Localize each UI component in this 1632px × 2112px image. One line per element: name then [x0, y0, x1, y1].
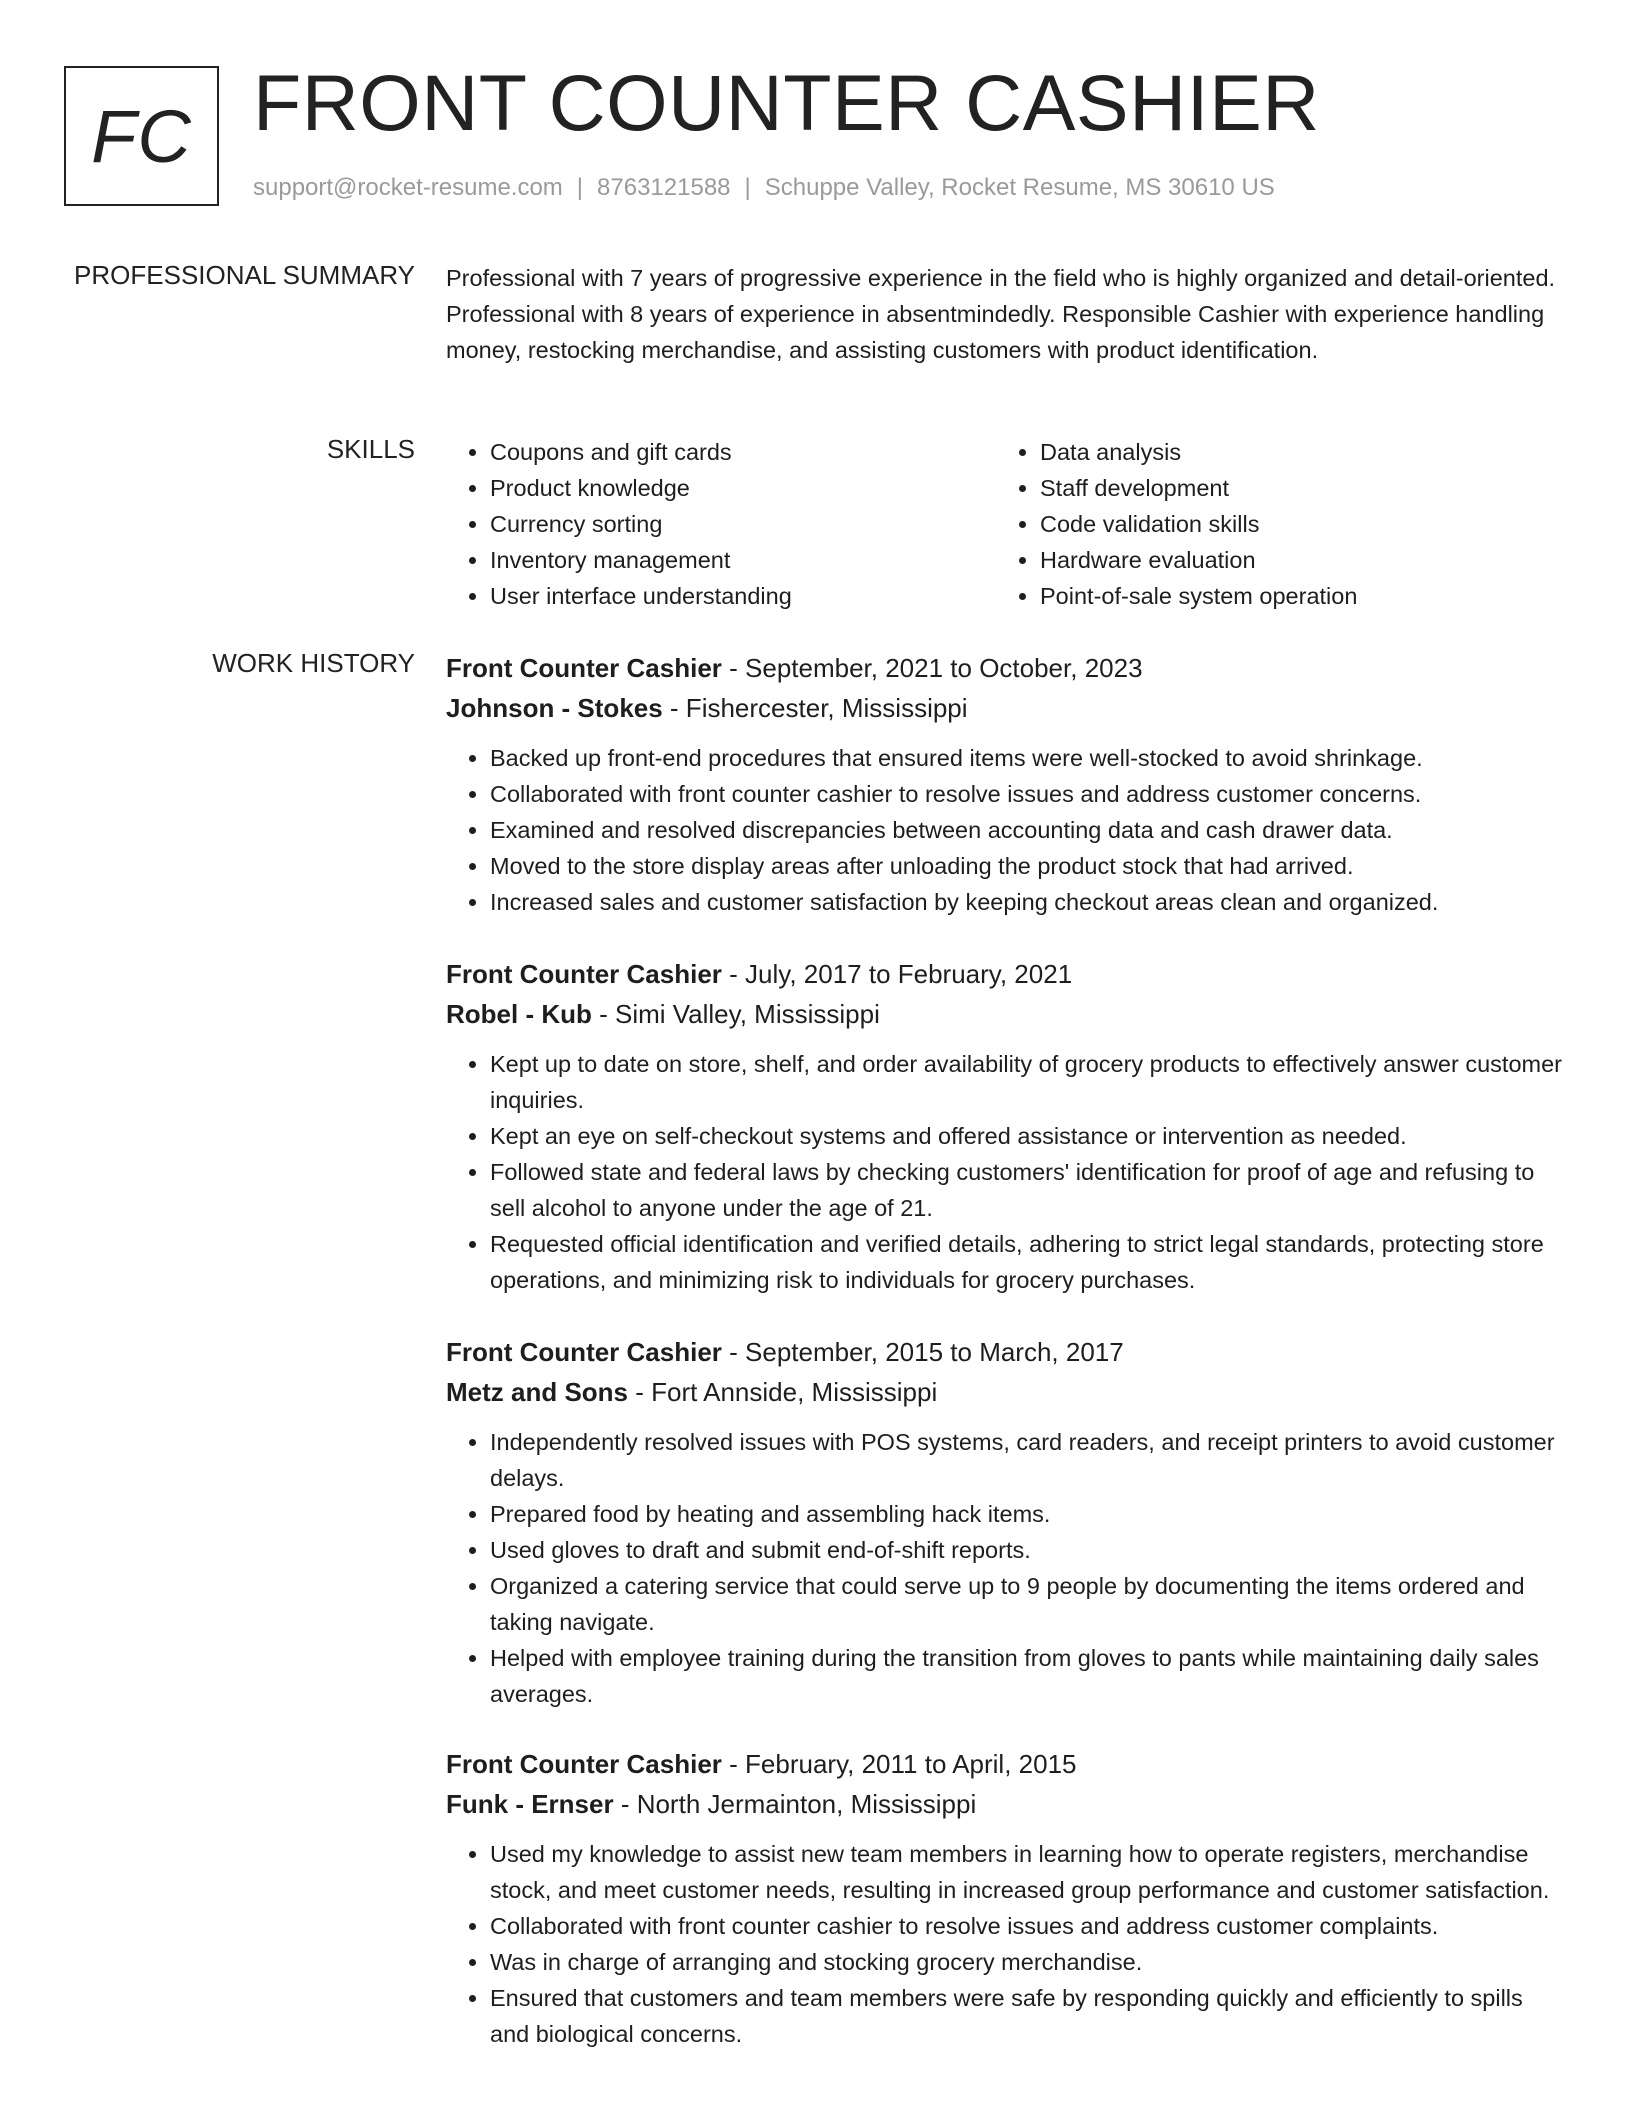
- job-title: Front Counter Cashier: [446, 1337, 722, 1367]
- summary-text: Professional with 7 years of progressive experience in the field who is highly organized and detail-oriented. Professional with 8 years of experience in absentmindedly. Responsible Cashier with experience handling money, restocking merchandise, and assisting customers with product identification.: [446, 265, 1556, 363]
- job-bullet: • Examined and resolved discrepancies between accounting data and cash drawer data.: [490, 812, 1562, 848]
- job-company-line: [446, 1372, 1562, 1412]
- candidate-name: FRONT COUNTER CASHIER: [253, 58, 1320, 147]
- job-title-line: [446, 1332, 1562, 1372]
- job-bullet: • Organized a catering service that could serve up to 9 people by documenting the items ordered and taking navigate.: [490, 1568, 1562, 1640]
- job-bullet: • Ensured that customers and team members were safe by responding quickly and efficiently to spills and biological concerns.: [490, 1980, 1562, 2052]
- skill-item: • Staff development: [1040, 470, 1536, 506]
- skill-item: • Currency sorting: [490, 506, 986, 542]
- job-entry: [446, 1332, 1562, 1712]
- section-label-skills: SKILLS: [326, 434, 415, 464]
- job-title-line: [446, 648, 1562, 688]
- job-bullet: • Backed up front-end procedures that ensured items were well-stocked to avoid shrinkage.: [490, 740, 1562, 776]
- skill-item: • Product knowledge: [490, 470, 986, 506]
- job-company: Johnson - Stokes: [446, 693, 663, 723]
- section-label-summary: PROFESSIONAL SUMMARY: [74, 260, 415, 290]
- job-bullet: • Used gloves to draft and submit end-of-shift reports.: [490, 1532, 1562, 1568]
- skills-column-left: [446, 434, 986, 614]
- job-bullet: • Collaborated with front counter cashier to resolve issues and address customer complaints.: [490, 1908, 1562, 1944]
- job-dates: - July, 2017 to February, 2021: [721, 959, 1073, 989]
- job-dates: - September, 2021 to October, 2023: [721, 653, 1143, 683]
- job-bullets: [446, 1046, 1562, 1298]
- job-bullets: [446, 1424, 1562, 1712]
- job-location: - Fort Annside, Mississippi: [628, 1377, 938, 1407]
- skill-item: • Data analysis: [1040, 434, 1536, 470]
- job-title-line: [446, 1744, 1562, 1784]
- job-bullet: • Used my knowledge to assist new team members in learning how to operate registers, merchandise stock, and meet customer needs, resulting in increased group performance and customer satisfaction.: [490, 1836, 1562, 1908]
- contact-phone: 8763121588: [597, 174, 731, 201]
- job-bullet: • Increased sales and customer satisfaction by keeping checkout areas clean and organized.: [490, 884, 1562, 920]
- job-bullet: • Collaborated with front counter cashier to resolve issues and address customer concerns.: [490, 776, 1562, 812]
- skill-item: • Hardware evaluation: [1040, 542, 1536, 578]
- job-bullets: [446, 740, 1562, 920]
- job-bullet: • Moved to the store display areas after unloading the product stock that had arrived.: [490, 848, 1562, 884]
- job-bullet: • Requested official identification and verified details, adhering to strict legal standards, protecting store operations, and minimizing risk to individuals for grocery purchases.: [490, 1226, 1562, 1298]
- job-title: Front Counter Cashier: [446, 959, 722, 989]
- job-company: Metz and Sons: [446, 1377, 629, 1407]
- job-bullet: • Independently resolved issues with POS systems, card readers, and receipt printers to avoid customer delays.: [490, 1424, 1562, 1496]
- job-title-line: [446, 954, 1562, 994]
- section-label-work-history: WORK HISTORY: [212, 648, 415, 678]
- contact-line: [253, 174, 1275, 202]
- job-company-line: [446, 688, 1562, 728]
- skill-item: • Inventory management: [490, 542, 986, 578]
- job-bullet: • Prepared food by heating and assembling hack items.: [490, 1496, 1562, 1532]
- job-bullets: [446, 1836, 1562, 2052]
- contact-email: support@rocket-resume.com: [253, 174, 563, 201]
- monogram-text: FC: [91, 94, 192, 178]
- job-entry: [446, 954, 1562, 1298]
- job-company: Robel - Kub: [446, 999, 592, 1029]
- skills-list-left: [446, 434, 986, 614]
- job-dates: - February, 2011 to April, 2015: [721, 1749, 1077, 1779]
- job-bullet: • Followed state and federal laws by checking customers' identification for proof of age and refusing to sell alcohol to anyone under the age of 21.: [490, 1154, 1562, 1226]
- skill-item: • Point-of-sale system operation: [1040, 578, 1536, 614]
- job-company-line: [446, 1784, 1562, 1824]
- job-entry: [446, 1744, 1562, 2052]
- job-location: - Fishercester, Mississippi: [662, 693, 968, 723]
- skill-item: • User interface understanding: [490, 578, 986, 614]
- job-dates: - September, 2015 to March, 2017: [721, 1337, 1124, 1367]
- job-location: - Simi Valley, Mississippi: [591, 999, 880, 1029]
- monogram-badge: [64, 66, 219, 206]
- job-bullet: • Helped with employee training during the transition from gloves to pants while maintaining daily sales averages.: [490, 1640, 1562, 1712]
- job-location: - North Jermainton, Mississippi: [613, 1789, 977, 1819]
- job-company-line: [446, 994, 1562, 1034]
- job-bullet: • Kept an eye on self-checkout systems and offered assistance or intervention as needed.: [490, 1118, 1562, 1154]
- skill-item: • Code validation skills: [1040, 506, 1536, 542]
- job-company: Funk - Ernser: [446, 1789, 614, 1819]
- job-bullet: • Kept up to date on store, shelf, and order availability of grocery products to effectively answer customer inquiries.: [490, 1046, 1562, 1118]
- job-title: Front Counter Cashier: [446, 1749, 722, 1779]
- job-bullet: • Was in charge of arranging and stocking grocery merchandise.: [490, 1944, 1562, 1980]
- contact-address: Schuppe Valley, Rocket Resume, MS 30610 US: [764, 174, 1275, 201]
- skill-item: • Coupons and gift cards: [490, 434, 986, 470]
- job-entry: [446, 648, 1562, 920]
- skills-column-right: [996, 434, 1536, 614]
- contact-separator: |: [576, 174, 584, 201]
- contact-separator: |: [744, 174, 751, 201]
- job-title: Front Counter Cashier: [446, 653, 722, 683]
- skills-list-right: [996, 434, 1536, 614]
